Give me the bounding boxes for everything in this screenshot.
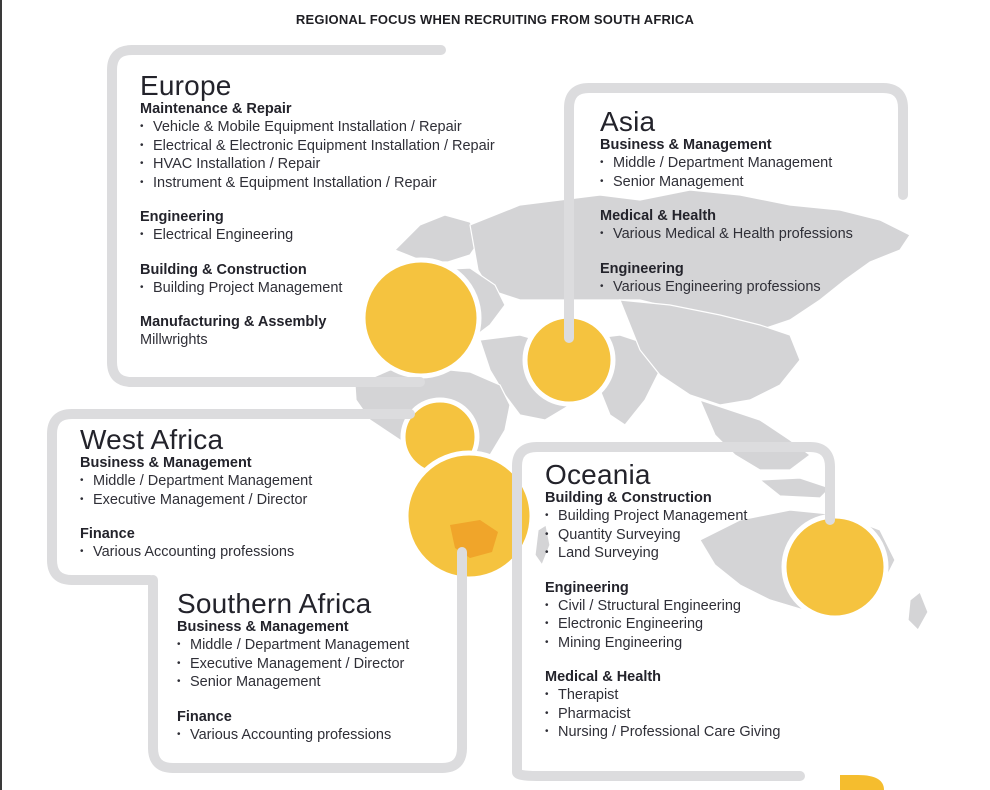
region-name: Oceania bbox=[545, 459, 651, 490]
list-item: • Middle / Department Management bbox=[80, 472, 312, 491]
list-item: • Middle / Department Management bbox=[177, 636, 409, 655]
section-heading: Business & Management bbox=[80, 455, 252, 471]
section-list bbox=[545, 507, 780, 563]
list-item: • Electrical & Electronic Equipment Installation / Repair bbox=[140, 137, 495, 156]
section-heading: Business & Management bbox=[177, 619, 349, 635]
section-list bbox=[177, 636, 409, 692]
list-item: • Land Surveying bbox=[545, 544, 780, 563]
section-heading: Building & Construction bbox=[545, 490, 712, 506]
list-item: • Various Engineering professions bbox=[600, 278, 853, 297]
page-title: REGIONAL FOCUS WHEN RECRUITING FROM SOUTH AFRICA bbox=[295, 12, 695, 27]
section-heading: Business & Management bbox=[600, 137, 772, 153]
list-item: • Middle / Department Management bbox=[600, 154, 853, 173]
section-heading: Engineering bbox=[545, 579, 629, 596]
list-item: • Civil / Structural Engineering bbox=[545, 597, 780, 616]
section-heading: Medical & Health bbox=[545, 669, 662, 685]
list-item: • Electrical Engineering bbox=[140, 226, 495, 245]
region-west-africa bbox=[80, 424, 312, 562]
list-item: Millwrights bbox=[140, 332, 208, 348]
list-item: • Pharmacist bbox=[545, 705, 780, 724]
section-list bbox=[545, 597, 780, 653]
region-asia bbox=[600, 106, 853, 296]
region-name: Europe bbox=[140, 70, 232, 101]
section-list bbox=[140, 279, 495, 298]
list-item: • Therapist bbox=[545, 686, 780, 705]
brand-logo-mark bbox=[840, 775, 884, 790]
list-item: • Senior Management bbox=[600, 173, 853, 192]
section-heading: Manufacturing & Assembly bbox=[140, 314, 327, 330]
list-item: • HVAC Installation / Repair bbox=[140, 155, 495, 174]
list-item: • Various Accounting professions bbox=[80, 543, 312, 562]
list-item: • Senior Management bbox=[177, 673, 409, 692]
section-list bbox=[600, 225, 853, 244]
list-item: • Instrument & Equipment Installation / Repair bbox=[140, 174, 495, 193]
region-oceania bbox=[545, 459, 780, 742]
list-item: • Mining Engineering bbox=[545, 634, 780, 653]
region-name: Asia bbox=[600, 106, 656, 137]
section-list bbox=[140, 331, 495, 350]
region-name: Southern Africa bbox=[177, 588, 372, 619]
list-item: • Building Project Management bbox=[545, 507, 780, 526]
section-list bbox=[545, 686, 780, 742]
section-heading: Maintenance & Repair bbox=[140, 101, 292, 117]
list-item: • Building Project Management bbox=[140, 279, 495, 298]
section-list bbox=[177, 726, 409, 745]
section-heading: Medical & Health bbox=[600, 208, 717, 224]
section-heading: Engineering bbox=[140, 209, 224, 225]
region-europe bbox=[140, 70, 495, 350]
list-item: • Quantity Surveying bbox=[545, 526, 780, 545]
region-name: West Africa bbox=[80, 424, 224, 455]
list-item: • Executive Management / Director bbox=[177, 655, 409, 674]
section-list bbox=[600, 278, 853, 297]
section-list bbox=[80, 472, 312, 509]
list-item: • Various Accounting professions bbox=[177, 726, 409, 745]
section-list bbox=[140, 118, 495, 192]
list-item: • Nursing / Professional Care Giving bbox=[545, 723, 780, 742]
section-heading: Engineering bbox=[600, 260, 684, 277]
section-list bbox=[80, 543, 312, 562]
section-list bbox=[140, 226, 495, 245]
section-heading: Finance bbox=[80, 526, 135, 542]
oceania-highlight bbox=[784, 516, 886, 618]
section-heading: Finance bbox=[177, 708, 232, 725]
list-item: • Various Medical & Health professions bbox=[600, 225, 853, 244]
list-item: • Executive Management / Director bbox=[80, 491, 312, 510]
list-item: • Vehicle & Mobile Equipment Installation / Repair bbox=[140, 118, 495, 137]
section-heading: Building & Construction bbox=[140, 261, 307, 278]
list-item: • Electronic Engineering bbox=[545, 615, 780, 634]
section-list bbox=[600, 154, 853, 191]
region-southern-africa bbox=[177, 588, 409, 744]
